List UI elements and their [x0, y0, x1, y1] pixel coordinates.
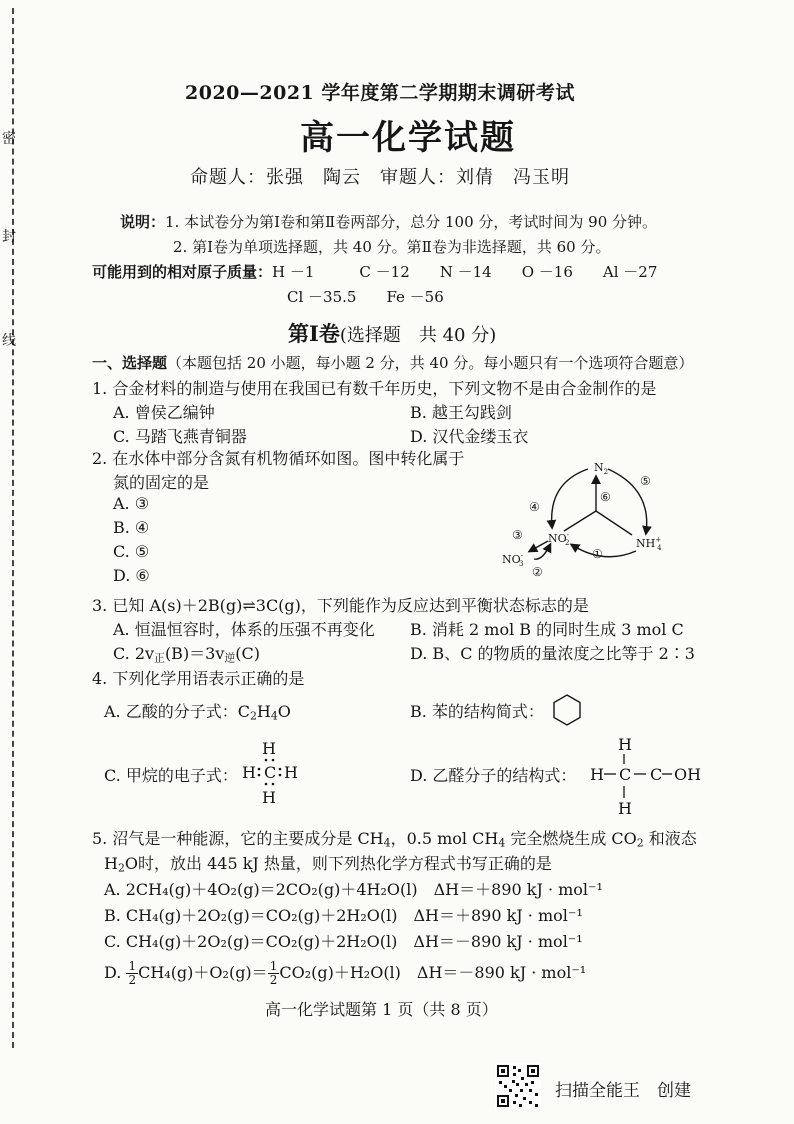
q2-option-b: B. ④: [113, 518, 150, 537]
q4-option-a: A. 乙酸的分子式：$C_2H_4O$: [104, 702, 291, 723]
instructions-line2: 2. 第Ⅰ卷为单项选择题，共 40 分。第Ⅱ卷为非选择题，共 60 分。: [173, 238, 611, 256]
q4-option-d: D. 乙醛分子的结构式：: [410, 766, 577, 785]
svg-text:H: H: [284, 763, 298, 782]
q4-stem: 4. 下列化学用语表示正确的是: [92, 669, 305, 688]
page-footer: 高一化学试题第 1 页（共 8 页）: [265, 1000, 498, 1019]
instructions-label: 说明：: [120, 213, 166, 231]
q3-stem: 3. 已知 A(s)＋2B(g)⇌3C(g)，下列能作为反应达到平衡状态标志的是: [92, 596, 589, 615]
q2-option-a: A. ③: [113, 494, 150, 513]
svg-text:OH: OH: [674, 765, 702, 784]
paper-title: 高一化学试题: [300, 118, 516, 158]
svg-text:C: C: [650, 765, 663, 784]
q1-option-d: D. 汉代金缕玉衣: [410, 427, 529, 446]
step-4-label: ④: [529, 500, 540, 514]
svg-text:H: H: [618, 735, 632, 754]
q3-option-d: D. B、C 的物质的量浓度之比等于 2∶3: [410, 644, 695, 663]
q5-option-b: B. CH₄(g)＋2O₂(g)＝CO₂(g)＋2H₂O(l) ΔH＝＋890 kJ · mol⁻¹: [104, 906, 583, 925]
q5-stem-line1: 5. 沼气是一种能源，它的主要成分是 $CH_4$，0.5 mol $CH_4$ 完全燃烧生成 $CO_2$ 和液态: [92, 829, 697, 850]
section-heading: 第Ⅰ卷(选择题 共 40 分): [288, 321, 497, 346]
svg-text:H: H: [618, 799, 632, 818]
atomic-masses-line1: 可能用到的相对原子质量：H －1 C －12 N －14 O －16 Al －27: [92, 263, 658, 281]
q4-option-b: B. 苯的结构简式：: [410, 702, 544, 721]
q1-option-a: A. 曾侯乙编钟: [113, 403, 215, 422]
scanner-watermark: 扫描全能王 创建: [555, 1081, 691, 1101]
svg-text:H: H: [262, 740, 276, 758]
seal-mark-mi: 密: [2, 131, 16, 147]
svg-text:C: C: [264, 763, 277, 782]
nh4-ion-label: NH+ 4: [636, 536, 662, 552]
q4-option-c: C. 甲烷的电子式：: [104, 766, 238, 785]
q1-option-b: B. 越王勾践剑: [410, 403, 512, 422]
q3-option-a: A. 恒温恒容时，体系的压强不再变化: [113, 620, 375, 639]
q5-option-d: D. $\frac{1}{2}$ CH₄(g)＋O₂(g)＝ $\frac{1}{2}$ CO₂(g)＋H₂O(l) ΔH＝－890 kJ · mol⁻¹: [104, 959, 587, 987]
no2-ion-label: NO-2: [548, 531, 570, 547]
q5-option-a: A. 2CH₄(g)＋4O₂(g)＝2CO₂(g)＋4H₂O(l) ΔH＝＋890 kJ · mol⁻¹: [104, 880, 603, 899]
nitrogen-cycle-diagram: [496, 455, 686, 585]
instructions-line1: 说明：1. 本试卷分为第Ⅰ卷和第Ⅱ卷两部分，总分 100 分，考试时间为 90 分钟。: [120, 213, 658, 231]
svg-text:C: C: [619, 765, 632, 784]
qr-code-icon: [495, 1063, 541, 1109]
q1-stem: 1. 合金材料的制造与使用在我国已有数千年历史，下列文物不是由合金制作的是: [92, 379, 657, 398]
step-1-label: ①: [592, 547, 603, 561]
seal-mark-xian: 线: [2, 333, 16, 349]
q5-option-c: C. CH₄(g)＋2O₂(g)＝CO₂(g)＋2H₂O(l) ΔH＝－890 kJ · mol⁻¹: [104, 932, 583, 951]
q1-option-c: C. 马踏飞燕青铜器: [113, 427, 247, 446]
atomic-masses-line2: Cl －35.5 Fe －56: [287, 288, 444, 306]
svg-text:H: H: [590, 765, 604, 784]
q2-option-d: D. ⑥: [113, 566, 150, 585]
exam-title-line: 2020—2021 学年度第二学期期末调研考试: [185, 82, 575, 104]
binding-dash-line: [12, 8, 14, 1048]
svg-text:H: H: [242, 763, 256, 782]
arrow-n2-to-no2: [552, 469, 588, 527]
step-2-label: ②: [532, 565, 543, 579]
no3-ion-label: NO-3: [502, 552, 524, 568]
q2-stem-line1: 2. 在水体中部分含氮有机物循环如图。图中转化属于: [92, 449, 465, 468]
arrow-nh4-to-no2: [572, 545, 636, 557]
center-left-line: [564, 511, 596, 531]
benzene-ring-icon: [550, 693, 584, 727]
q2-option-c: C. ⑤: [113, 542, 150, 561]
methane-electron-formula: [238, 740, 300, 806]
q3-option-c: C. $2v_正(B)=3v_逆(C)$: [113, 644, 261, 665]
step-3-label: ③: [512, 528, 523, 542]
step-5-label: ⑤: [640, 474, 651, 488]
arrow-no2-to-no3: [530, 541, 548, 551]
acetaldehyde-structural-formula: [588, 734, 706, 820]
q3-option-b: B. 消耗 2 mol B 的同时生成 3 mol C: [410, 620, 684, 639]
svg-text:H: H: [262, 788, 276, 806]
n2-label: $N_2$: [594, 461, 609, 476]
q2-stem-line2: 氮的固定的是: [113, 473, 210, 492]
authors-line: 命题人：张强 陶云 审题人：刘倩 冯玉明: [190, 167, 570, 188]
part1-heading: 一、选择题（本题包括 20 小题，每小题 2 分，共 40 分。每小题只有一个选项符合题意）: [92, 354, 694, 372]
q5-stem-line2: $H_2O$时，放出 445 kJ 热量，则下列热化学方程式书写正确的是: [104, 854, 552, 875]
step-6-label: ⑥: [600, 490, 611, 504]
center-right-line: [596, 511, 632, 535]
seal-mark-feng: 封: [2, 229, 16, 245]
